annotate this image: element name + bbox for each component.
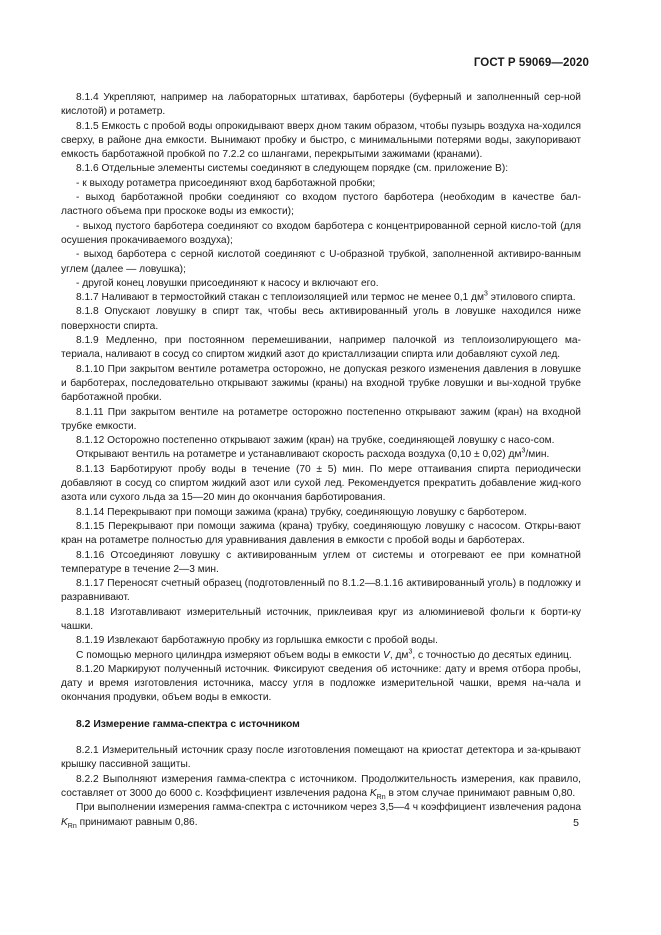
list-item: - другой конец ловушки присоединяют к насосу и включают его. (76, 277, 379, 289)
text-segment: принимают равным 0,86. (76, 816, 198, 828)
paragraph-8-2-1: 8.2.1 Измерительный источник сразу после изготовления помещают на криостат детектора и за-крывают крышку пассивной защиты. (61, 745, 581, 771)
text-segment: , с точностью до десятых единиц. (412, 649, 572, 661)
text-segment: , дм (389, 649, 409, 661)
superscript: 3 (408, 648, 413, 656)
paragraph-8-1-16: 8.1.16 Отсоединяют ловушку с активированным углем от системы и отогревают ее при комнатной температуре в течение 2—3 мин. (61, 549, 581, 575)
paragraph-8-1-12: 8.1.12 Осторожно постепенно открывают зажим (кран) на трубке, соединяющей ловушку с насо-сом. (76, 435, 555, 447)
paragraph-8-1-8: 8.1.8 Опускают ловушку в спирт так, чтобы весь активированный уголь в ловушке находился ниже поверхности спирта. (61, 306, 581, 332)
text-segment: С помощью мерного цилиндра измеряют объем воды в емкости (76, 649, 384, 661)
paragraph-flow-rate (61, 448, 581, 462)
paragraph-volume (61, 649, 581, 663)
list-item: - выход пустого барботера соединяют со входом барботера с концентрированной серной кисло-той (для осушения прокачиваемого воздуха); (61, 220, 581, 246)
paragraph-8-1-7 (61, 291, 581, 305)
paragraph-radon-coef (61, 801, 581, 830)
text-segment: 8.1.7 Наливают в термостойкий стакан с теплоизоляцией или термос не менее 0,1 дм (76, 292, 485, 304)
page-number: 5 (573, 817, 579, 829)
paragraph-8-1-4: 8.1.4 Укрепляют, например на лабораторных штативах, барботеры (буферный и заполненный сер-ной кислотой) и ротаметр. (61, 92, 581, 118)
paragraph-8-1-9: 8.1.9 Медленно, при постоянном перемешивании, например палочкой из теплоизолирующего ма-териала, наливают в сосуд со спиртом жидкий азот до кристаллизации спирта или добавляют сухой лед. (61, 335, 581, 361)
paragraph-8-1-18: 8.1.18 Изготавливают измерительный источник, приклеивая круг из алюминиевой фольги к борти-ку чашки. (61, 606, 581, 632)
text-segment: /мин. (525, 449, 550, 461)
superscript: 3 (484, 290, 488, 298)
variable-k: K (369, 787, 377, 799)
subscript: Rn (376, 793, 386, 801)
paragraph-8-1-15: 8.1.15 Перекрывают при помощи зажима (крана) трубку, соединяющую ловушку с насосом. Откры-вают кран на ротаметре полностью для уравнивания давления в емкости с пробой воды и барботерах. (61, 520, 581, 547)
variable-k: K (61, 816, 68, 828)
text-segment: Открывают вентиль на ротаметре и устанавливают скорость расхода воздуха (0,10 ± 0,02) дм (76, 449, 522, 461)
paragraph-8-2-2 (61, 773, 581, 802)
text-segment: 8.2.2 Выполняют измерения гамма-спектра с источником. Продолжительность измерения, как правило, составляет от 3000 до 6000 с. Коэффициент извлечения радона (61, 773, 581, 799)
paragraph-8-1-10: 8.1.10 При закрытом вентиле ротаметра осторожно, не допуская резкого изменения давления в ловушке и барботерах, последовательно открывают зажимы (краны) на входной трубке ловушки и вы-ходной трубке барботажной пробки. (61, 363, 581, 404)
paragraph-8-1-20: 8.1.20 Маркируют полученный источник. Фиксируют сведения об источнике: дату и время отбора пробы, дату и время изготовления источника, массу угля в подложке измерительной чашки, время на-чала и окончания продувки, объем воды в емкости. (61, 663, 581, 704)
paragraph-8-1-14: 8.1.14 Перекрывают при помощи зажима (крана) трубку, соединяющую ловушку с барботером. (76, 506, 527, 518)
superscript: 3 (521, 448, 526, 456)
paragraph-8-1-17: 8.1.17 Переносят счетный образец (подготовленный по 8.1.2—8.1.16 активированный уголь) в подложку и разравнивают. (61, 578, 581, 604)
text-segment: При выполнении измерения гамма-спектра с источником через 3,5—4 ч коэффициент извлечения радона (76, 802, 581, 814)
section-heading-8-2: 8.2 Измерение гамма-спектра с источником (76, 718, 300, 730)
list-item: - к выходу ротаметра присоединяют вход барботажной пробки; (76, 177, 376, 189)
list-item: - выход барботажной пробки соединяют со входом пустого барботера (необходим в качестве бал-ластного объема при проскоке воды из емкости); (61, 192, 581, 218)
standard-header: ГОСТ Р 59069—2020 (473, 57, 589, 69)
paragraph-8-1-5: 8.1.5 Емкость с пробой воды опрокидывают вверх дном таким образом, чтобы пузырь воздуха на-ходился сверху, в районе дна емкости. Вынимают пробку и быстро, с минимальными потерями воды, закупоривают емкость барботажной пробкой по 7.2.2 со шлангами, перекрытыми зажимами (кранами). (61, 120, 581, 161)
document-body (61, 91, 581, 830)
paragraph-8-1-13: 8.1.13 Барботируют пробу воды в течение (70 ± 5) мин. По мере оттаивания спирта периодически добавляют в сосуд со спиртом жидкий азот или сухой лед. Рекомендуется прекратить добавление жид-кого азота или сухого льда за 15—20 мин до окончания барботирования. (61, 463, 581, 504)
list-item: - выход барботера с серной кислотой соединяют с U-образной трубкой, заполненной активиро-ванным углем (далее — ловушка); (61, 249, 581, 275)
variable-v: V (383, 649, 390, 661)
text-segment: в этом случае принимают равным 0,80. (385, 787, 576, 799)
text-segment: этилового спирта. (487, 292, 576, 304)
paragraph-8-1-19: 8.1.19 Извлекают барботажную пробку из горлышка емкости с пробой воды. (76, 635, 438, 647)
paragraph-8-1-11: 8.1.11 При закрытом вентиле на ротаметре осторожно постепенно открывают зажим (кран) на входной трубке емкости. (61, 406, 581, 432)
paragraph-8-1-6: 8.1.6 Отдельные элементы системы соединяют в следующем порядке (см. приложение В): (76, 163, 509, 175)
subscript: Rn (67, 822, 77, 830)
